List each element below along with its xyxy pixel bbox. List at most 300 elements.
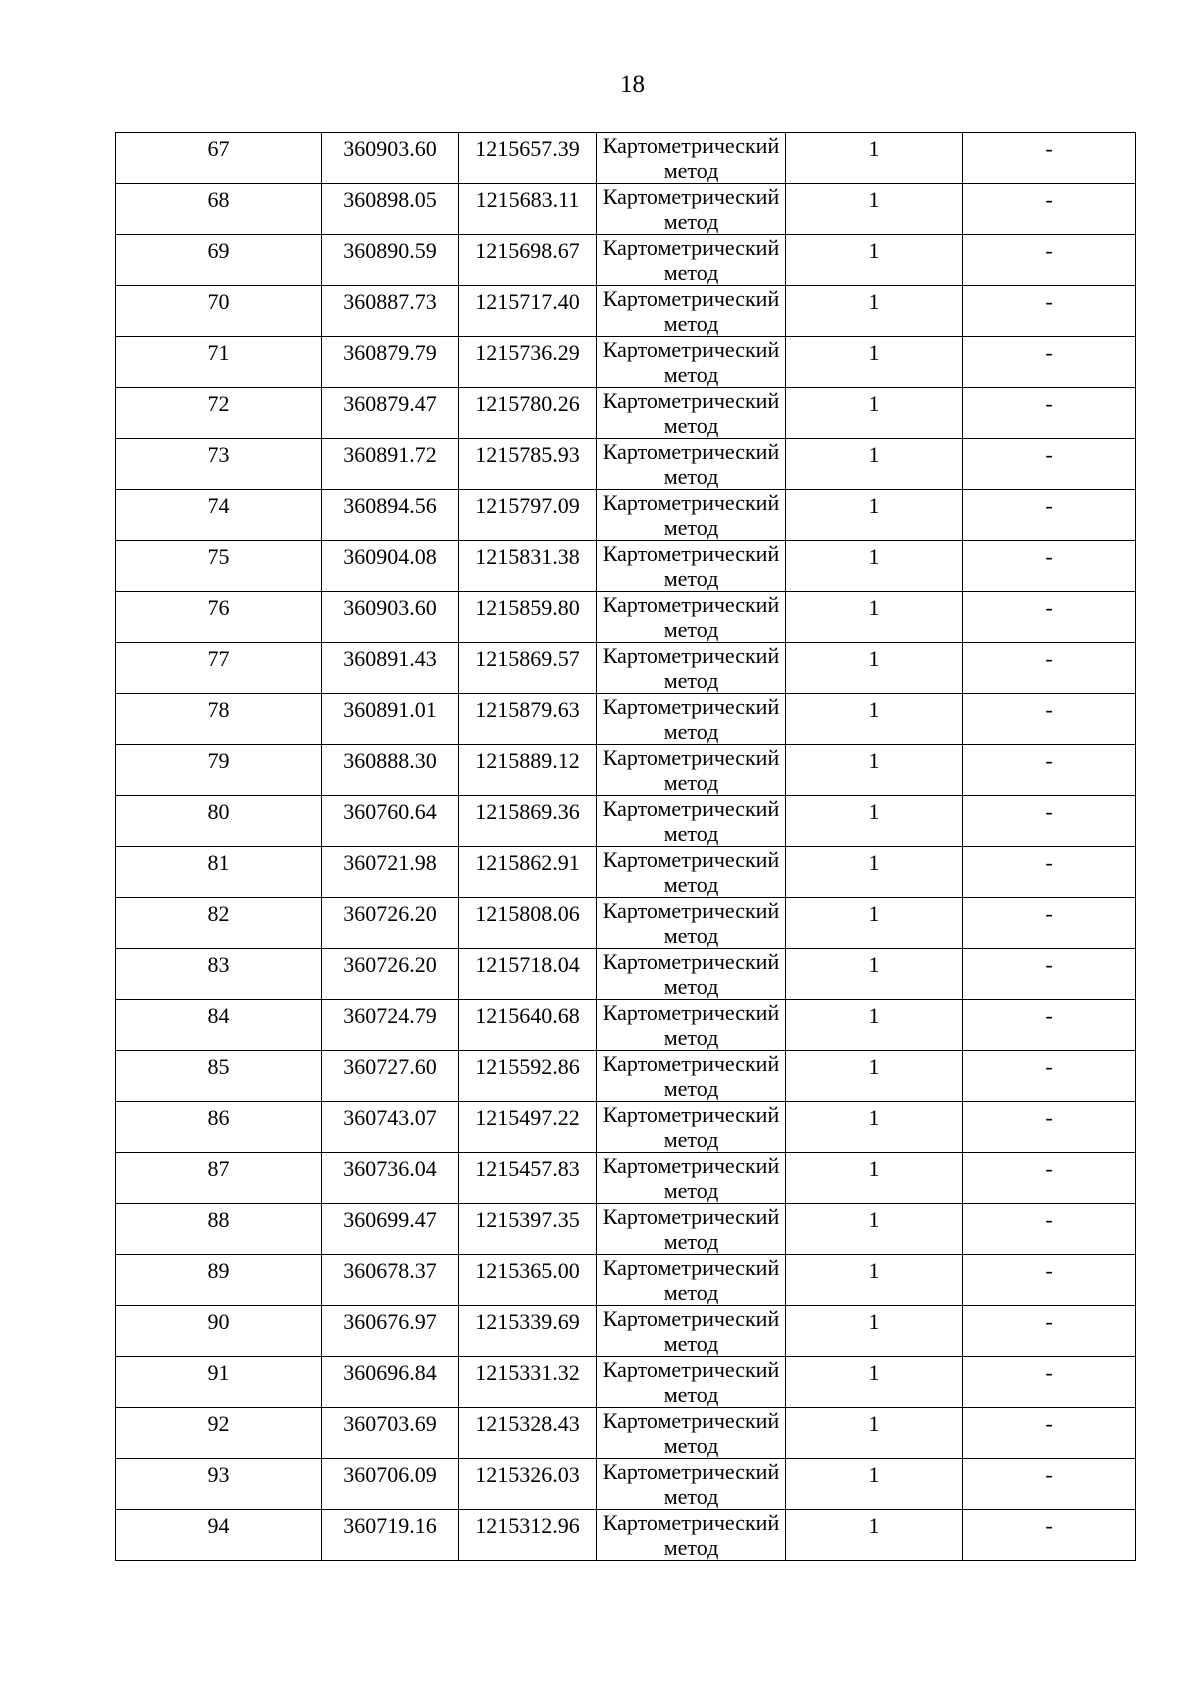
x-coordinate-cell-text: 360743.07 <box>343 1105 437 1130</box>
x-coordinate-cell <box>322 592 459 643</box>
point-number-cell-text: 86 <box>207 1105 230 1130</box>
method-cell <box>597 1306 786 1357</box>
point-number-cell-text: 82 <box>207 901 230 926</box>
description-cell <box>963 1510 1136 1561</box>
method-cell-text: Картометрический метод <box>602 847 780 897</box>
table-row <box>116 643 1136 694</box>
x-coordinate-cell <box>322 1408 459 1459</box>
description-cell <box>963 643 1136 694</box>
method-cell <box>597 592 786 643</box>
description-cell <box>963 592 1136 643</box>
x-coordinate-cell-text: 360898.05 <box>343 187 437 212</box>
method-cell <box>597 694 786 745</box>
point-number-cell-text: 68 <box>207 187 230 212</box>
point-number-cell <box>116 133 322 184</box>
method-cell <box>597 337 786 388</box>
description-cell-text: - <box>1045 1462 1053 1487</box>
y-coordinate-cell <box>459 1408 597 1459</box>
description-cell-text: - <box>1045 1003 1053 1028</box>
table-row <box>116 694 1136 745</box>
y-coordinate-cell <box>459 694 597 745</box>
x-coordinate-cell-text: 360891.43 <box>343 646 437 671</box>
table-row <box>116 388 1136 439</box>
y-coordinate-cell <box>459 490 597 541</box>
x-coordinate-cell <box>322 847 459 898</box>
description-cell <box>963 1204 1136 1255</box>
accuracy-cell-text: 1 <box>868 595 880 620</box>
accuracy-cell-text: 1 <box>868 289 880 314</box>
point-number-cell <box>116 490 322 541</box>
method-cell-text: Картометрический метод <box>602 1306 780 1356</box>
y-coordinate-cell <box>459 286 597 337</box>
accuracy-cell <box>786 1255 963 1306</box>
y-coordinate-cell <box>459 1459 597 1510</box>
accuracy-cell-text: 1 <box>868 1054 880 1079</box>
y-coordinate-cell <box>459 796 597 847</box>
y-coordinate-cell-text: 1215859.80 <box>475 595 580 620</box>
point-number-cell-text: 87 <box>207 1156 230 1181</box>
point-number-cell <box>116 796 322 847</box>
table-row <box>116 847 1136 898</box>
x-coordinate-cell <box>322 694 459 745</box>
accuracy-cell-text: 1 <box>868 1258 880 1283</box>
description-cell <box>963 694 1136 745</box>
description-cell-text: - <box>1045 1258 1053 1283</box>
point-number-cell <box>116 949 322 1000</box>
y-coordinate-cell-text: 1215879.63 <box>475 697 580 722</box>
description-cell-text: - <box>1045 1105 1053 1130</box>
x-coordinate-cell <box>322 1000 459 1051</box>
x-coordinate-cell-text: 360703.69 <box>343 1411 437 1436</box>
table-row <box>116 1408 1136 1459</box>
point-number-cell <box>116 847 322 898</box>
table-row <box>116 796 1136 847</box>
table-row <box>116 439 1136 490</box>
x-coordinate-cell-text: 360721.98 <box>343 850 437 875</box>
point-number-cell-text: 77 <box>207 646 230 671</box>
accuracy-cell <box>786 286 963 337</box>
accuracy-cell <box>786 1357 963 1408</box>
description-cell <box>963 1306 1136 1357</box>
accuracy-cell-text: 1 <box>868 901 880 926</box>
description-cell-text: - <box>1045 1513 1053 1538</box>
x-coordinate-cell-text: 360678.37 <box>343 1258 437 1283</box>
method-cell-text: Картометрический метод <box>602 796 780 846</box>
point-number-cell-text: 74 <box>207 493 230 518</box>
table-row <box>116 1255 1136 1306</box>
table-row <box>116 235 1136 286</box>
x-coordinate-cell-text: 360904.08 <box>343 544 437 569</box>
accuracy-cell-text: 1 <box>868 1360 880 1385</box>
description-cell-text: - <box>1045 901 1053 926</box>
accuracy-cell <box>786 745 963 796</box>
x-coordinate-cell <box>322 949 459 1000</box>
point-number-cell <box>116 1255 322 1306</box>
table-row <box>116 337 1136 388</box>
method-cell-text: Картометрический метод <box>602 1204 780 1254</box>
method-cell-text: Картометрический метод <box>602 1357 780 1407</box>
description-cell-text: - <box>1045 340 1053 365</box>
y-coordinate-cell <box>459 1051 597 1102</box>
description-cell-text: - <box>1045 1360 1053 1385</box>
method-cell-text: Картометрический метод <box>602 592 780 642</box>
accuracy-cell <box>786 643 963 694</box>
table-row <box>116 541 1136 592</box>
method-cell-text: Картометрический метод <box>602 643 780 693</box>
point-number-cell <box>116 1510 322 1561</box>
page-number: 18 <box>620 71 645 98</box>
table-row <box>116 898 1136 949</box>
accuracy-cell-text: 1 <box>868 697 880 722</box>
y-coordinate-cell-text: 1215657.39 <box>475 136 580 161</box>
accuracy-cell-text: 1 <box>868 1309 880 1334</box>
description-cell-text: - <box>1045 1411 1053 1436</box>
y-coordinate-cell-text: 1215592.86 <box>475 1054 580 1079</box>
description-cell-text: - <box>1045 289 1053 314</box>
accuracy-cell <box>786 439 963 490</box>
x-coordinate-cell <box>322 745 459 796</box>
x-coordinate-cell <box>322 1204 459 1255</box>
accuracy-cell-text: 1 <box>868 136 880 161</box>
description-cell <box>963 337 1136 388</box>
x-coordinate-cell-text: 360879.47 <box>343 391 437 416</box>
method-cell-text: Картометрический метод <box>602 1000 780 1050</box>
y-coordinate-cell-text: 1215862.91 <box>475 850 580 875</box>
x-coordinate-cell <box>322 184 459 235</box>
y-coordinate-cell-text: 1215640.68 <box>475 1003 580 1028</box>
table-row <box>116 745 1136 796</box>
description-cell <box>963 745 1136 796</box>
accuracy-cell-text: 1 <box>868 1462 880 1487</box>
accuracy-cell <box>786 388 963 439</box>
y-coordinate-cell <box>459 133 597 184</box>
point-number-cell <box>116 439 322 490</box>
accuracy-cell <box>786 898 963 949</box>
method-cell <box>597 1102 786 1153</box>
accuracy-cell-text: 1 <box>868 1411 880 1436</box>
point-number-cell-text: 75 <box>207 544 230 569</box>
y-coordinate-cell-text: 1215831.38 <box>475 544 580 569</box>
y-coordinate-cell-text: 1215331.32 <box>475 1360 580 1385</box>
accuracy-cell <box>786 1459 963 1510</box>
y-coordinate-cell <box>459 1204 597 1255</box>
method-cell <box>597 184 786 235</box>
method-cell-text: Картометрический метод <box>602 133 780 183</box>
table-row <box>116 1306 1136 1357</box>
method-cell-text: Картометрический метод <box>602 337 780 387</box>
method-cell <box>597 1255 786 1306</box>
y-coordinate-cell <box>459 541 597 592</box>
method-cell <box>597 1459 786 1510</box>
table-row <box>116 1357 1136 1408</box>
x-coordinate-cell <box>322 1051 459 1102</box>
point-number-cell <box>116 541 322 592</box>
accuracy-cell-text: 1 <box>868 187 880 212</box>
y-coordinate-cell <box>459 1000 597 1051</box>
accuracy-cell <box>786 694 963 745</box>
point-number-cell-text: 90 <box>207 1309 230 1334</box>
coordinates-table-body <box>116 133 1136 1561</box>
point-number-cell <box>116 1306 322 1357</box>
description-cell-text: - <box>1045 1309 1053 1334</box>
point-number-cell-text: 93 <box>207 1462 230 1487</box>
x-coordinate-cell-text: 360890.59 <box>343 238 437 263</box>
accuracy-cell <box>786 592 963 643</box>
method-cell-text: Картометрический метод <box>602 694 780 744</box>
x-coordinate-cell-text: 360891.01 <box>343 697 437 722</box>
y-coordinate-cell-text: 1215869.36 <box>475 799 580 824</box>
accuracy-cell <box>786 1102 963 1153</box>
table-row <box>116 184 1136 235</box>
point-number-cell <box>116 1204 322 1255</box>
accuracy-cell-text: 1 <box>868 340 880 365</box>
accuracy-cell-text: 1 <box>868 1513 880 1538</box>
x-coordinate-cell <box>322 1510 459 1561</box>
x-coordinate-cell-text: 360887.73 <box>343 289 437 314</box>
description-cell <box>963 1459 1136 1510</box>
point-number-cell <box>116 1000 322 1051</box>
x-coordinate-cell-text: 360736.04 <box>343 1156 437 1181</box>
description-cell-text: - <box>1045 1207 1053 1232</box>
x-coordinate-cell-text: 360726.20 <box>343 952 437 977</box>
y-coordinate-cell-text: 1215785.93 <box>475 442 580 467</box>
description-cell-text: - <box>1045 748 1053 773</box>
y-coordinate-cell-text: 1215736.29 <box>475 340 580 365</box>
table-row <box>116 592 1136 643</box>
accuracy-cell-text: 1 <box>868 1156 880 1181</box>
description-cell-text: - <box>1045 238 1053 263</box>
table-row <box>116 1204 1136 1255</box>
x-coordinate-cell <box>322 1153 459 1204</box>
point-number-cell-text: 91 <box>207 1360 230 1385</box>
y-coordinate-cell <box>459 643 597 694</box>
table-row <box>116 949 1136 1000</box>
method-cell <box>597 541 786 592</box>
accuracy-cell <box>786 184 963 235</box>
point-number-cell-text: 76 <box>207 595 230 620</box>
point-number-cell-text: 72 <box>207 391 230 416</box>
x-coordinate-cell-text: 360891.72 <box>343 442 437 467</box>
x-coordinate-cell <box>322 1357 459 1408</box>
method-cell <box>597 490 786 541</box>
point-number-cell <box>116 184 322 235</box>
description-cell-text: - <box>1045 136 1053 161</box>
point-number-cell-text: 83 <box>207 952 230 977</box>
y-coordinate-cell-text: 1215808.06 <box>475 901 580 926</box>
x-coordinate-cell <box>322 133 459 184</box>
x-coordinate-cell <box>322 1306 459 1357</box>
y-coordinate-cell-text: 1215457.83 <box>475 1156 580 1181</box>
point-number-cell-text: 92 <box>207 1411 230 1436</box>
y-coordinate-cell <box>459 337 597 388</box>
method-cell-text: Картометрический метод <box>602 1510 780 1560</box>
description-cell-text: - <box>1045 850 1053 875</box>
y-coordinate-cell-text: 1215717.40 <box>475 289 580 314</box>
method-cell <box>597 439 786 490</box>
x-coordinate-cell <box>322 643 459 694</box>
y-coordinate-cell-text: 1215328.43 <box>475 1411 580 1436</box>
description-cell <box>963 1000 1136 1051</box>
accuracy-cell-text: 1 <box>868 850 880 875</box>
description-cell <box>963 1357 1136 1408</box>
description-cell-text: - <box>1045 1054 1053 1079</box>
x-coordinate-cell-text: 360903.60 <box>343 136 437 161</box>
description-cell <box>963 1408 1136 1459</box>
point-number-cell-text: 78 <box>207 697 230 722</box>
y-coordinate-cell <box>459 1306 597 1357</box>
accuracy-cell <box>786 490 963 541</box>
accuracy-cell-text: 1 <box>868 493 880 518</box>
point-number-cell <box>116 898 322 949</box>
y-coordinate-cell-text: 1215718.04 <box>475 952 580 977</box>
description-cell-text: - <box>1045 493 1053 518</box>
description-cell-text: - <box>1045 595 1053 620</box>
table-row <box>116 133 1136 184</box>
method-cell-text: Картометрический метод <box>602 1153 780 1203</box>
accuracy-cell-text: 1 <box>868 1207 880 1232</box>
point-number-cell <box>116 235 322 286</box>
table-row <box>116 490 1136 541</box>
y-coordinate-cell <box>459 745 597 796</box>
table-row <box>116 1102 1136 1153</box>
method-cell-text: Картометрический метод <box>602 745 780 795</box>
x-coordinate-cell <box>322 490 459 541</box>
description-cell <box>963 184 1136 235</box>
method-cell <box>597 745 786 796</box>
x-coordinate-cell <box>322 388 459 439</box>
method-cell-text: Картометрический метод <box>602 388 780 438</box>
y-coordinate-cell <box>459 235 597 286</box>
method-cell-text: Картометрический метод <box>602 490 780 540</box>
method-cell-text: Картометрический метод <box>602 439 780 489</box>
point-number-cell-text: 70 <box>207 289 230 314</box>
point-number-cell-text: 89 <box>207 1258 230 1283</box>
method-cell-text: Картометрический метод <box>602 184 780 234</box>
accuracy-cell-text: 1 <box>868 799 880 824</box>
y-coordinate-cell-text: 1215698.67 <box>475 238 580 263</box>
x-coordinate-cell <box>322 541 459 592</box>
accuracy-cell <box>786 1000 963 1051</box>
accuracy-cell <box>786 949 963 1000</box>
method-cell <box>597 388 786 439</box>
point-number-cell <box>116 643 322 694</box>
point-number-cell <box>116 286 322 337</box>
point-number-cell-text: 85 <box>207 1054 230 1079</box>
point-number-cell-text: 80 <box>207 799 230 824</box>
point-number-cell-text: 73 <box>207 442 230 467</box>
accuracy-cell-text: 1 <box>868 1105 880 1130</box>
x-coordinate-cell-text: 360879.79 <box>343 340 437 365</box>
x-coordinate-cell <box>322 337 459 388</box>
description-cell-text: - <box>1045 1156 1053 1181</box>
accuracy-cell-text: 1 <box>868 952 880 977</box>
method-cell <box>597 949 786 1000</box>
x-coordinate-cell-text: 360719.16 <box>343 1513 437 1538</box>
y-coordinate-cell-text: 1215326.03 <box>475 1462 580 1487</box>
accuracy-cell <box>786 847 963 898</box>
y-coordinate-cell <box>459 847 597 898</box>
method-cell <box>597 1204 786 1255</box>
description-cell <box>963 133 1136 184</box>
description-cell <box>963 1255 1136 1306</box>
accuracy-cell-text: 1 <box>868 1003 880 1028</box>
method-cell-text: Картометрический метод <box>602 949 780 999</box>
accuracy-cell <box>786 337 963 388</box>
method-cell <box>597 847 786 898</box>
description-cell <box>963 1153 1136 1204</box>
y-coordinate-cell-text: 1215889.12 <box>475 748 580 773</box>
accuracy-cell-text: 1 <box>868 544 880 569</box>
x-coordinate-cell-text: 360888.30 <box>343 748 437 773</box>
y-coordinate-cell <box>459 949 597 1000</box>
method-cell <box>597 1408 786 1459</box>
method-cell <box>597 898 786 949</box>
y-coordinate-cell <box>459 1255 597 1306</box>
y-coordinate-cell <box>459 184 597 235</box>
description-cell-text: - <box>1045 799 1053 824</box>
method-cell <box>597 1051 786 1102</box>
method-cell-text: Картометрический метод <box>602 898 780 948</box>
accuracy-cell <box>786 541 963 592</box>
method-cell-text: Картометрический метод <box>602 235 780 285</box>
y-coordinate-cell <box>459 898 597 949</box>
method-cell-text: Картометрический метод <box>602 286 780 336</box>
accuracy-cell <box>786 1510 963 1561</box>
y-coordinate-cell-text: 1215365.00 <box>475 1258 580 1283</box>
x-coordinate-cell-text: 360726.20 <box>343 901 437 926</box>
point-number-cell-text: 81 <box>207 850 230 875</box>
table-row <box>116 1459 1136 1510</box>
y-coordinate-cell-text: 1215683.11 <box>475 187 580 212</box>
point-number-cell-text: 67 <box>207 136 230 161</box>
point-number-cell-text: 94 <box>207 1513 230 1538</box>
point-number-cell <box>116 388 322 439</box>
x-coordinate-cell-text: 360676.97 <box>343 1309 437 1334</box>
x-coordinate-cell <box>322 286 459 337</box>
y-coordinate-cell <box>459 1102 597 1153</box>
y-coordinate-cell-text: 1215339.69 <box>475 1309 580 1334</box>
method-cell-text: Картометрический метод <box>602 1051 780 1101</box>
table-row <box>116 1051 1136 1102</box>
description-cell <box>963 1102 1136 1153</box>
point-number-cell <box>116 1051 322 1102</box>
description-cell-text: - <box>1045 646 1053 671</box>
x-coordinate-cell-text: 360727.60 <box>343 1054 437 1079</box>
description-cell-text: - <box>1045 187 1053 212</box>
accuracy-cell <box>786 1153 963 1204</box>
y-coordinate-cell-text: 1215869.57 <box>475 646 580 671</box>
description-cell <box>963 286 1136 337</box>
method-cell <box>597 1000 786 1051</box>
method-cell-text: Картометрический метод <box>602 541 780 591</box>
method-cell-text: Картометрический метод <box>602 1408 780 1458</box>
y-coordinate-cell-text: 1215397.35 <box>475 1207 580 1232</box>
point-number-cell-text: 84 <box>207 1003 230 1028</box>
point-number-cell <box>116 1408 322 1459</box>
method-cell-text: Картометрический метод <box>602 1255 780 1305</box>
description-cell <box>963 490 1136 541</box>
x-coordinate-cell-text: 360724.79 <box>343 1003 437 1028</box>
x-coordinate-cell-text: 360699.47 <box>343 1207 437 1232</box>
x-coordinate-cell-text: 360760.64 <box>343 799 437 824</box>
accuracy-cell <box>786 796 963 847</box>
x-coordinate-cell-text: 360894.56 <box>343 493 437 518</box>
y-coordinate-cell <box>459 592 597 643</box>
description-cell-text: - <box>1045 544 1053 569</box>
y-coordinate-cell <box>459 1153 597 1204</box>
method-cell-text: Картометрический метод <box>602 1459 780 1509</box>
method-cell <box>597 1357 786 1408</box>
